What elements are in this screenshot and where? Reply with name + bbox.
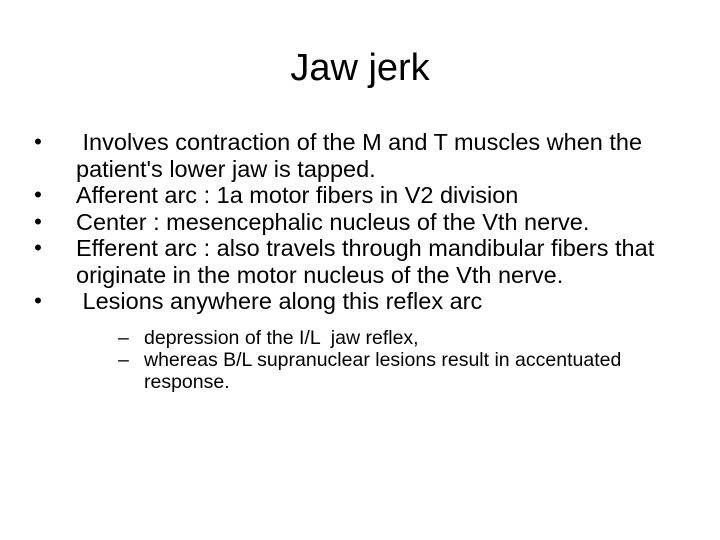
bullet-text: Lesions anywhere along this reflex arc — [76, 288, 483, 314]
list-item — [30, 209, 690, 236]
bullet-icon: • — [34, 235, 42, 260]
list-item — [30, 235, 690, 288]
list-item — [30, 288, 690, 393]
bullet-text: Efferent arc : also travels through mandibular fibers that originate in the motor nucleus of the Vth nerve. — [76, 235, 655, 288]
bullet-text: Center : mesencephalic nucleus of the Vth nerve. — [76, 208, 590, 235]
bullet-text: Afferent arc : 1a motor fibers in V2 division — [76, 182, 519, 208]
bullet-icon: • — [34, 208, 42, 234]
list-item — [30, 129, 690, 182]
sub-list-item — [76, 327, 690, 349]
page-title: Jaw jerk — [290, 47, 430, 89]
list-item — [30, 182, 690, 209]
bullet-icon: • — [34, 288, 42, 313]
sub-bullet-list — [76, 327, 690, 393]
bullet-icon: • — [34, 129, 42, 154]
dash-icon: – — [118, 326, 129, 349]
slide-body — [30, 129, 690, 393]
sub-bullet-text: whereas B/L supranuclear lesions result in accentuated response. — [144, 348, 622, 393]
sub-list-item — [76, 349, 690, 393]
bullet-list — [30, 129, 690, 393]
dash-icon: – — [118, 348, 129, 371]
bullet-icon: • — [34, 182, 42, 207]
sub-bullet-text: depression of the I/L jaw reflex, — [144, 326, 419, 349]
bullet-text: Involves contraction of the M and T muscles when the patient's lower jaw is tapped. — [76, 129, 649, 182]
